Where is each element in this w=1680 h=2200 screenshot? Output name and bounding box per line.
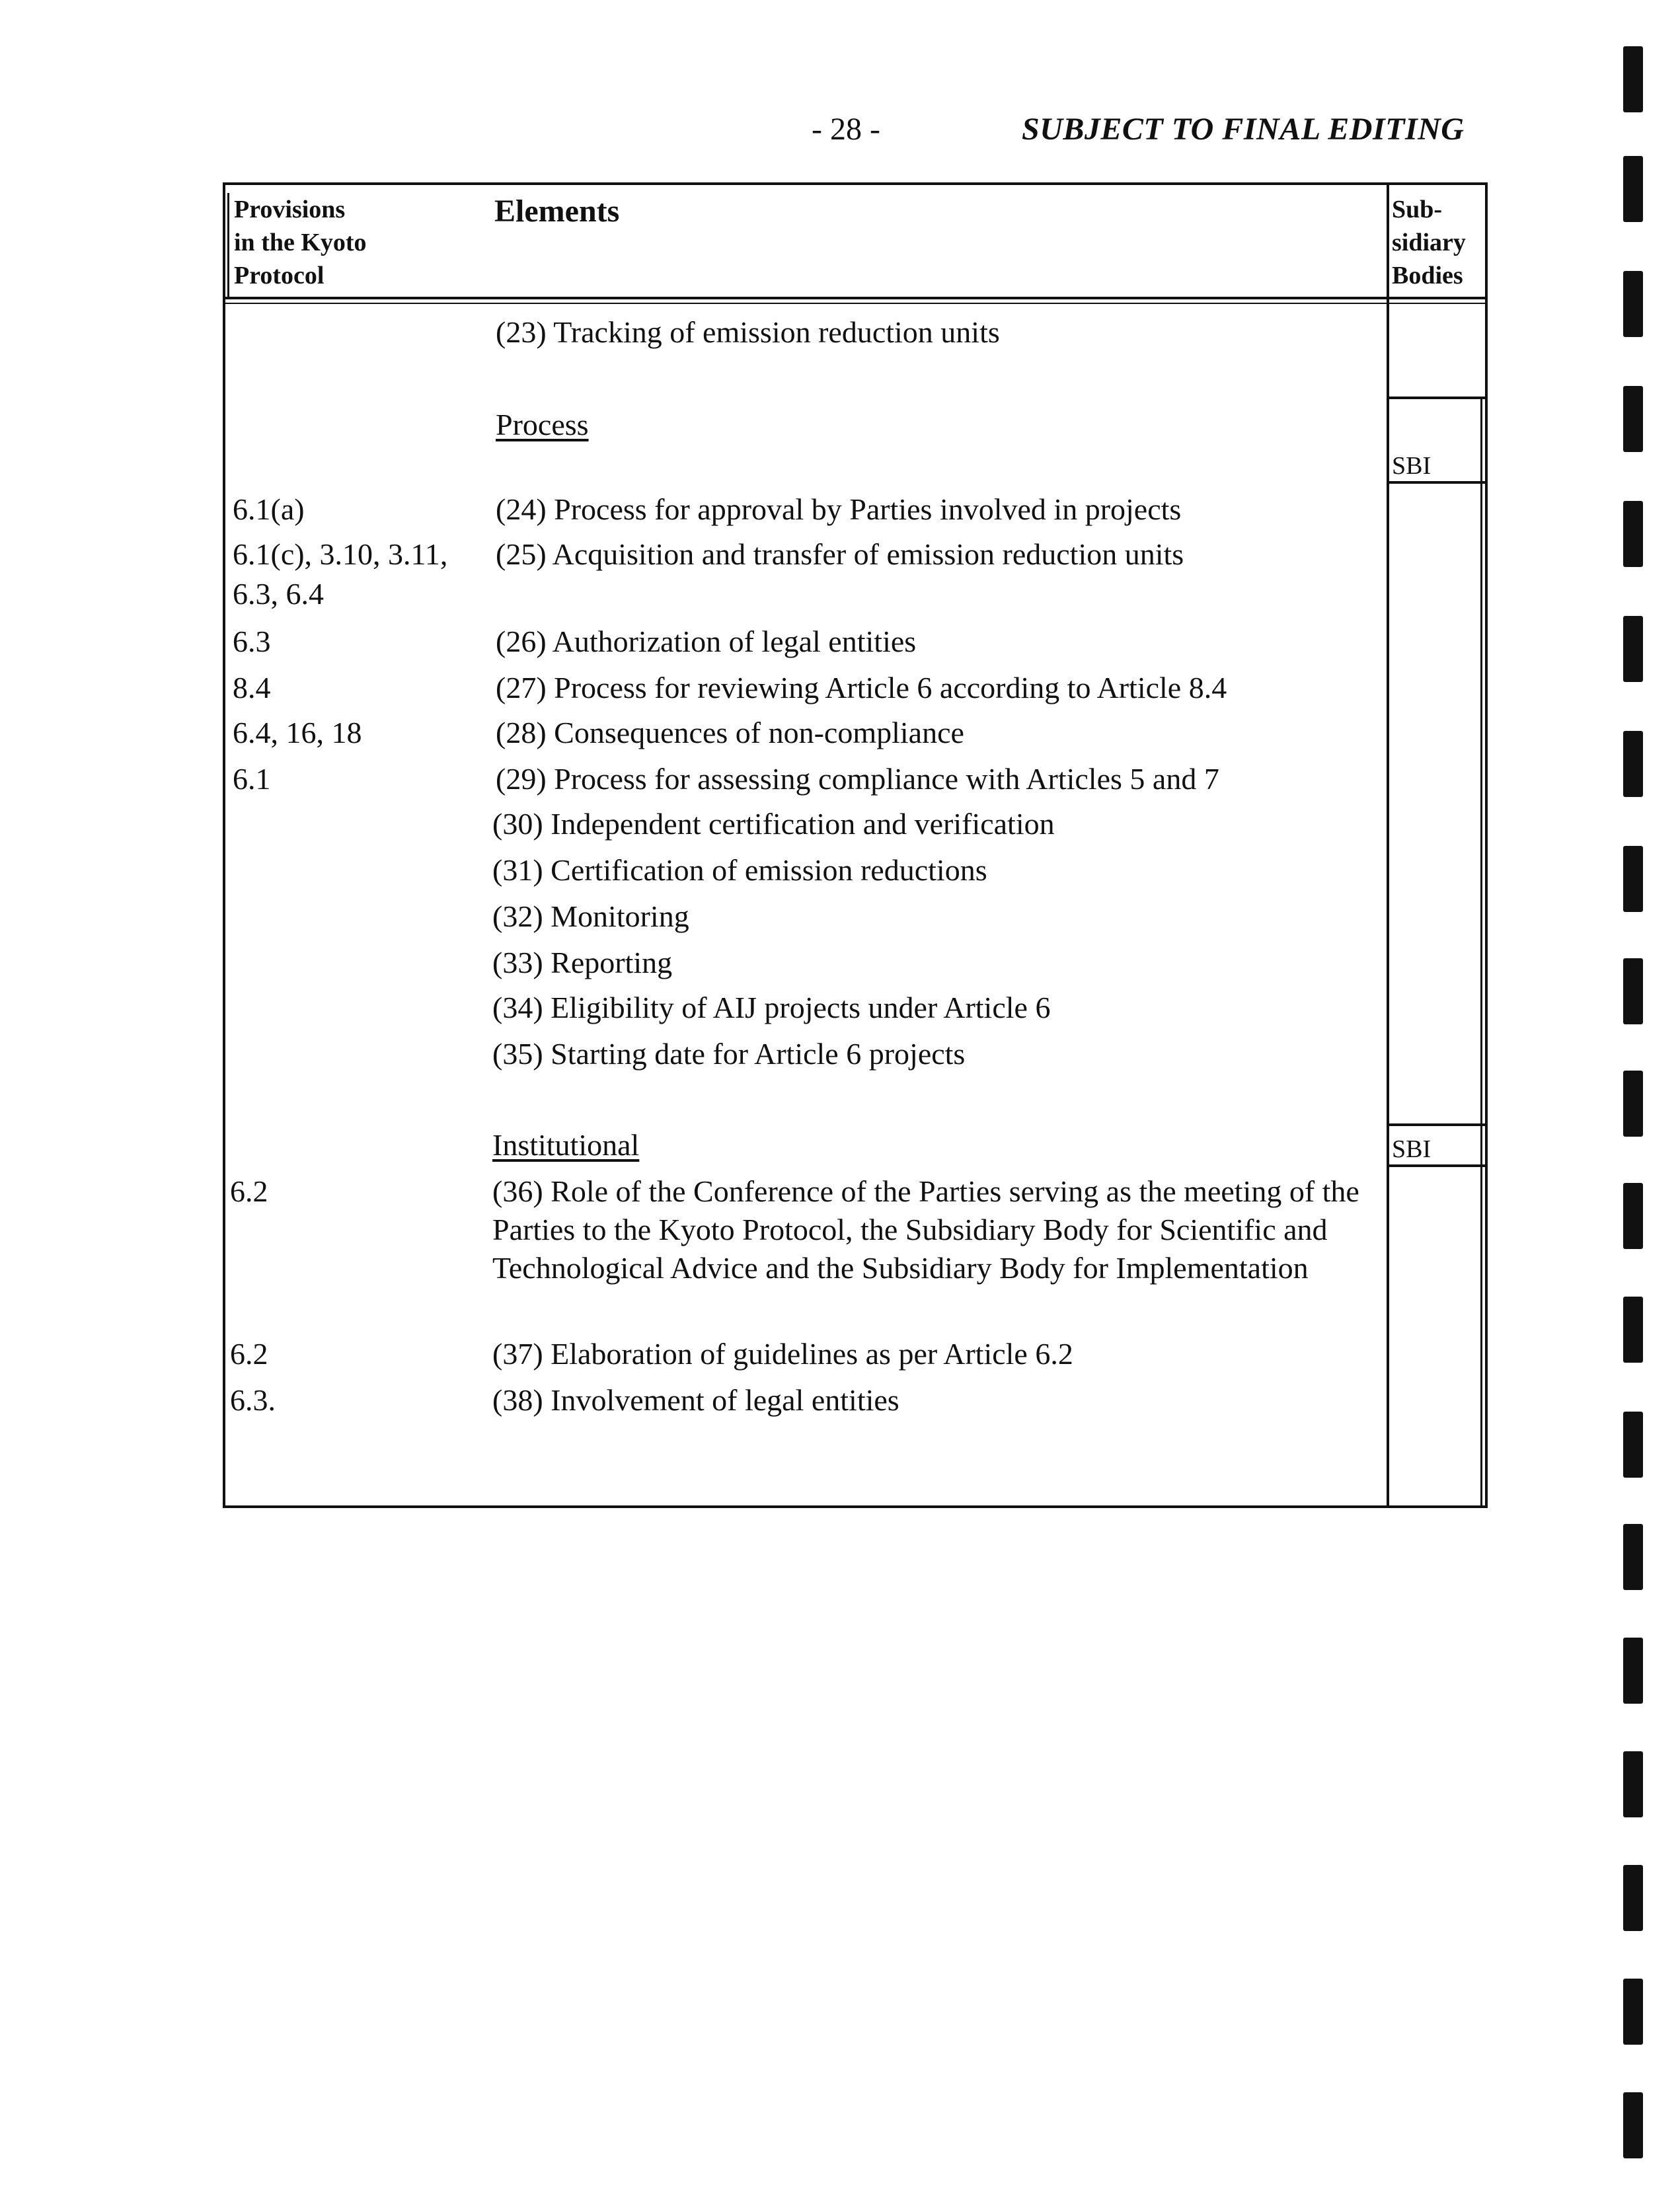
element-36: (36) Role of the Conference of the Parties serving as the meeting of the Parties to the Kyoto Protocol, the Subsidiary Body for Scientific and Technological Advice and the Subsidiary Body for Implementation (492, 1174, 1359, 1285)
provision-29: 6.1 (233, 762, 271, 796)
binding-mark (1623, 1524, 1643, 1590)
element-25: (25) Acquisition and transfer of emission reduction units (496, 537, 1184, 571)
binding-mark (1623, 501, 1643, 567)
elements-header: Elements (494, 194, 620, 229)
binding-mark (1623, 156, 1643, 222)
element-27: (27) Process for reviewing Article 6 according to Article 8.4 (496, 671, 1227, 704)
binding-mark (1623, 1979, 1643, 2045)
provisions-header-left (227, 193, 229, 297)
provision-27: 8.4 (233, 671, 271, 704)
header-separator (223, 297, 1488, 299)
provisions-header (234, 193, 367, 292)
header-separator-lower (223, 303, 1488, 304)
binding-mark (1623, 846, 1643, 912)
provision-37: 6.2 (230, 1337, 268, 1371)
binding-mark (1623, 1071, 1643, 1137)
column-divider-bodies (1387, 182, 1389, 1508)
provisions-table (223, 182, 1488, 1508)
element-31: (31) Certification of emission reductions (492, 853, 987, 887)
provision-25: 6.1(c), 3.10, 3.11, (233, 537, 448, 571)
bodies-line-1 (1387, 397, 1488, 399)
bodies-header (1392, 193, 1466, 292)
binding-mark (1623, 1865, 1643, 1931)
bodies-line-4 (1387, 1164, 1488, 1167)
page-number: - 28 - (812, 112, 880, 147)
provision-26: 6.3 (233, 625, 271, 658)
provision-28: 6.4, 16, 18 (233, 716, 362, 749)
element-37: (37) Elaboration of guidelines as per Article 6.2 (492, 1337, 1073, 1371)
bodies-header-line-1: Sub- (1392, 196, 1443, 223)
provision-38: 6.3. (230, 1383, 276, 1417)
binding-mark (1623, 1638, 1643, 1704)
bodies-line-2 (1387, 481, 1488, 484)
bodies-header-line-2: sidiary (1392, 229, 1466, 256)
element-29: (29) Process for assessing compliance with Articles 5 and 7 (496, 762, 1219, 796)
provision-24: 6.1(a) (233, 492, 305, 526)
editing-note: SUBJECT TO FINAL EDITING (1022, 112, 1465, 147)
element-35: (35) Starting date for Article 6 projects (492, 1037, 966, 1071)
binding-mark (1623, 2092, 1643, 2158)
institutional-body: SBI (1392, 1135, 1432, 1163)
bodies-inner-right-1 (1480, 397, 1482, 1508)
binding-mark (1623, 1751, 1643, 1817)
process-body: SBI (1392, 452, 1432, 480)
column-divider-right (1485, 182, 1488, 1508)
element-38: (38) Involvement of legal entities (492, 1383, 899, 1417)
section-title-institutional: Institutional (492, 1128, 640, 1162)
bodies-line-3 (1387, 1123, 1488, 1126)
element-26: (26) Authorization of legal entities (496, 625, 917, 658)
binding-mark (1623, 731, 1643, 797)
binding-mark (1623, 271, 1643, 337)
element-23: (23) Tracking of emission reduction units (496, 315, 1000, 349)
element-32: (32) Monitoring (492, 899, 689, 933)
element-28: (28) Consequences of non-compliance (496, 716, 964, 749)
section-title-process: Process (496, 408, 589, 441)
provision-25-cont: 6.3, 6.4 (233, 577, 324, 611)
element-34: (34) Eligibility of AIJ projects under Article 6 (492, 991, 1051, 1024)
binding-mark (1623, 958, 1643, 1024)
binding-mark (1623, 1183, 1643, 1249)
binding-mark (1623, 46, 1643, 112)
element-30: (30) Independent certification and verification (492, 807, 1055, 841)
binding-mark (1623, 1297, 1643, 1363)
provision-36: 6.2 (230, 1174, 268, 1208)
binding-mark (1623, 386, 1643, 452)
provisions-header-line-1: Provisions (234, 196, 346, 223)
provisions-header-line-3: Protocol (234, 262, 325, 289)
bodies-header-line-3: Bodies (1392, 262, 1463, 289)
element-33: (33) Reporting (492, 946, 673, 979)
binding-mark (1623, 1412, 1643, 1478)
provisions-header-line-2: in the Kyoto (234, 229, 367, 256)
binding-mark (1623, 616, 1643, 682)
element-24: (24) Process for approval by Parties involved in projects (496, 492, 1182, 526)
